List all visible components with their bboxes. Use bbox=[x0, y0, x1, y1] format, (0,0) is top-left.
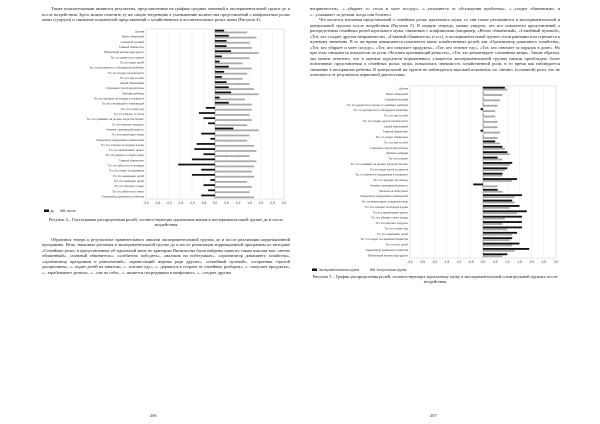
bar-series-1 bbox=[483, 188, 498, 190]
bar-series-2 bbox=[215, 114, 250, 116]
category-label: Тот, кто держится в стороне от семейных разборок bbox=[346, 103, 408, 107]
figure-5-chart bbox=[310, 82, 560, 274]
right-paragraph-1: неприятности», «...убирает со стола и моет посуду», «...уклоняется от обсуждения проблемы», «...уходит обиженным» и «...ухаживает за детьми, когда они болеют». bbox=[310, 6, 560, 17]
category-label: Тот, кто утешающий и помогающий bbox=[101, 102, 144, 106]
bar-series-2 bbox=[483, 212, 517, 214]
x-tick-label: 3,0 bbox=[553, 259, 559, 264]
bar-series-2 bbox=[215, 124, 247, 126]
bar-series-1 bbox=[473, 183, 483, 185]
x-tick-label: 1,5 bbox=[247, 200, 252, 205]
category-label: Семейный нулевой bbox=[384, 97, 408, 101]
bar-series-1 bbox=[215, 86, 229, 88]
category-label: Тот, кто готовит еду bbox=[120, 107, 144, 111]
bar-series-1 bbox=[481, 108, 483, 110]
category-label: Тот, кто утешает bbox=[388, 157, 408, 161]
bar-series-2 bbox=[483, 104, 498, 106]
category-label: Тот, кто следит за здоровьем bbox=[109, 169, 144, 173]
bar-series-2 bbox=[483, 153, 510, 155]
bar-series-1 bbox=[199, 112, 215, 114]
category-label: Тот, кто создает неприятности bbox=[107, 71, 144, 75]
bar-series-2 bbox=[483, 244, 512, 246]
bar-series-2 bbox=[215, 129, 259, 131]
bar-series-1 bbox=[483, 194, 522, 196]
category-label: Тот, кто ремонтирует вещи bbox=[111, 133, 144, 137]
bar-series-2 bbox=[215, 119, 252, 121]
figure-4-chart bbox=[42, 25, 290, 215]
bar-series-2 bbox=[483, 223, 502, 225]
category-label: Тот, кто наказывает детей bbox=[376, 232, 408, 236]
category-label: Сторонник строгой дисциплины bbox=[105, 86, 144, 90]
bar-series-1 bbox=[483, 178, 517, 180]
x-tick-label: -3,0 bbox=[143, 200, 149, 205]
bar-series-2 bbox=[483, 174, 502, 176]
left-paragraph-2: Обратимся теперь к результатам сравнительного анализа экспериментальной группы до и после реализации коррекционной программы. Итак, значимые различия в экспериментальной группе до и после реализации коррекционной программы по методике «Семейные роли» в представлениях об идеальной жене по критерию Вилкоксона были найдены нами по таким шкалам как: «вечно обиженный», «главный обвинитель», «хлебитель пободеть», «мальчик на побегушках», «организатор домашнего хозяйства», «организатор праздников и развлечений», «приносящий жертвы ради других», «семейный нулевой», «сторонник строгой дисциплины», «...водит детей на занятия», «...готовит еду», «...держится в стороне от семейных разборок», «...покупает продукты», «...зарабатывает деньги», «...сам по себе», «...является посредником в конфликте», «...создает другим bbox=[42, 236, 290, 275]
bar-series-2 bbox=[483, 163, 510, 165]
bar-series-2 bbox=[483, 201, 515, 203]
x-tick-label: -2,5 bbox=[419, 259, 425, 264]
bar-series-2 bbox=[483, 228, 507, 230]
bar-series-2 bbox=[215, 41, 250, 43]
legend-swatch bbox=[312, 268, 317, 271]
category-label: Тот, кто заботится о семье bbox=[112, 189, 144, 193]
bar-series-1 bbox=[483, 156, 498, 158]
bar-series-2 bbox=[215, 98, 245, 100]
bar-series-1 bbox=[483, 215, 522, 217]
legend-swatch bbox=[44, 209, 49, 212]
category-label: Шутник bbox=[135, 30, 144, 34]
bar-series-2 bbox=[215, 150, 256, 152]
bar-series-2 bbox=[483, 249, 515, 251]
bar-series-1 bbox=[215, 91, 231, 93]
bar-series-1 bbox=[201, 194, 215, 196]
category-label: Организатор праздников и развлечений bbox=[359, 194, 408, 198]
category-label: Тот, кто отвечает за порядок в доме bbox=[100, 143, 144, 147]
bar-series-2 bbox=[215, 77, 243, 79]
bar-series-2 bbox=[483, 94, 502, 96]
bar-series-2 bbox=[215, 134, 250, 136]
bar-series-1 bbox=[201, 168, 215, 170]
bar-series-1 bbox=[215, 45, 227, 47]
bar-series-1 bbox=[483, 205, 520, 207]
bar-series-2 bbox=[215, 88, 254, 90]
category-label: Человек, признающий резкость bbox=[106, 127, 144, 131]
bar-series-2 bbox=[483, 147, 505, 149]
left-paragraph-1: Также показательными являются результаты, представленные на графике средних значений в экспериментальной группе до и после воздействия. Здесь можно отметить ту же самую тенденцию к уменьшению количества представлений о конфликтных ролях жены (супруги) и снижение показателей представлений о хозяйственных и воспитательных ролях жены (Рисунок 4). bbox=[42, 6, 290, 22]
category-label: Приносящий жертвы ради других bbox=[103, 50, 144, 54]
bar-series-2 bbox=[215, 180, 247, 182]
x-tick-label: -2,0 bbox=[166, 200, 172, 205]
bar-series-1 bbox=[483, 199, 512, 201]
x-tick-label: -2,5 bbox=[154, 200, 161, 205]
bar-series-1 bbox=[483, 86, 505, 88]
bar-series-1 bbox=[215, 96, 220, 98]
category-label: Тот, кто зарабатывает деньги bbox=[372, 210, 408, 214]
category-label: Шутник bbox=[399, 87, 408, 91]
category-label: Тот, кто сам по себе bbox=[119, 76, 144, 80]
figure-4 bbox=[42, 25, 290, 215]
category-label: Самый обвиняемый bbox=[119, 81, 144, 85]
x-tick-label: -0,5 bbox=[468, 259, 474, 264]
bar-series-2 bbox=[215, 36, 256, 38]
bar-series-2 bbox=[483, 158, 502, 160]
category-label: Тот, кто создает другим неприятности bbox=[362, 119, 408, 123]
bar-series-2 bbox=[215, 191, 250, 193]
bar-series-2 bbox=[483, 99, 500, 101]
bar-series-2 bbox=[483, 88, 507, 90]
category-label: Самый обвиняемый bbox=[383, 124, 408, 128]
bar-series-2 bbox=[483, 255, 502, 257]
category-label: Тот, кто отвечает за порядок в доме bbox=[364, 205, 408, 209]
legend-swatch bbox=[370, 268, 375, 271]
category-label: Тот, кто приходит на помощь bbox=[373, 178, 408, 182]
category-label: Тот, кто уклоняется от обсуждения проблемы bbox=[353, 108, 408, 112]
category-label: Тот, кто ухаживает за детьми, когда они болеют bbox=[86, 117, 144, 121]
bar-series-1 bbox=[215, 60, 220, 62]
category-label: Тот, кто является посредником в конфликте bbox=[355, 173, 408, 177]
x-tick-label: -1,0 bbox=[189, 200, 195, 205]
bar-series-1 bbox=[208, 189, 215, 191]
x-tick-label: 1,0 bbox=[505, 259, 510, 264]
category-label: Тот, кто сам по себе bbox=[383, 140, 408, 144]
legend-label: Экспериментальная группа bbox=[318, 267, 360, 272]
bar-series-1 bbox=[215, 70, 224, 72]
bar-series-1 bbox=[483, 248, 529, 250]
x-tick-label: 2,0 bbox=[529, 259, 534, 264]
bar-series-2 bbox=[215, 47, 252, 49]
figure-5 bbox=[310, 82, 560, 274]
category-label: Тот, кто уклоняется от обсуждения проблемы bbox=[89, 66, 144, 70]
bar-series-1 bbox=[204, 184, 216, 186]
category-label: Организатор праздников и развлечений bbox=[95, 138, 144, 142]
category-label: Тот, кто учит детей bbox=[385, 243, 408, 247]
figure-5-caption: Рисунок 5 – График распределения ролей, соответствующих идеальному мужу в экспериментальной и контрольной группах после воздействия bbox=[312, 273, 558, 284]
category-label: Тот, кто убирает со стола bbox=[113, 112, 144, 116]
bar-series-1 bbox=[197, 143, 215, 145]
bar-series-2 bbox=[215, 170, 252, 172]
x-tick-label: 3,0 bbox=[281, 200, 287, 205]
legend-label: после bbox=[66, 208, 76, 213]
category-label: Семейный нулевой bbox=[120, 40, 144, 44]
x-tick-label: -3,0 bbox=[407, 259, 413, 264]
bar-series-2 bbox=[483, 196, 515, 198]
category-label: Приносящий жертвы ради других bbox=[367, 253, 408, 257]
bar-series-1 bbox=[483, 237, 512, 239]
bar-series-1 bbox=[206, 106, 215, 108]
x-tick-label: 1,5 bbox=[517, 259, 522, 264]
bar-series-1 bbox=[215, 76, 222, 78]
x-tick-label: 0,5 bbox=[492, 259, 498, 264]
figure-4-caption: Рисунок 4 – Гистограмма распределения ролей, соответствующих идеальным женам в экспериментальной группе до и после воздействия bbox=[48, 216, 284, 227]
bar-series-2 bbox=[215, 62, 243, 64]
bar-series-2 bbox=[215, 108, 252, 110]
bar-series-2 bbox=[483, 131, 500, 133]
category-label: Тот, кто убирает и моет посуду bbox=[371, 216, 408, 220]
bar-series-2 bbox=[483, 180, 512, 182]
page-number-left: 206 bbox=[150, 413, 157, 418]
legend-label: до bbox=[50, 208, 55, 213]
x-tick-label: 0,0 bbox=[480, 259, 486, 264]
x-tick-label: -2,0 bbox=[431, 259, 438, 264]
bar-series-1 bbox=[215, 34, 229, 36]
x-tick-label: -1,0 bbox=[455, 259, 462, 264]
bar-series-2 bbox=[483, 190, 502, 192]
bar-series-1 bbox=[204, 153, 216, 155]
x-tick-label: 1,0 bbox=[235, 200, 241, 205]
bar-series-2 bbox=[215, 144, 254, 146]
category-label: Тот, кто ухаживает за детьми, когда они болеют bbox=[350, 162, 408, 166]
category-label: Мальчик на побегушках bbox=[379, 189, 408, 193]
bar-series-2 bbox=[483, 185, 498, 187]
bar-series-2 bbox=[483, 126, 498, 128]
bar-series-2 bbox=[215, 175, 254, 177]
bar-series-1 bbox=[483, 162, 512, 164]
category-label: Сторонник строгой дисциплины bbox=[369, 146, 408, 150]
category-label: Главный обвинитель bbox=[118, 45, 144, 49]
category-label: Тот, кто держится в стороне bbox=[110, 55, 144, 59]
x-tick-label: 2,0 bbox=[258, 200, 264, 205]
bar-series-1 bbox=[192, 158, 215, 160]
bar-series-2 bbox=[215, 165, 254, 167]
category-label: Тот, кто ремонтирует сломанные вещи bbox=[361, 200, 408, 204]
bar-series-1 bbox=[483, 231, 517, 233]
bar-series-1 bbox=[201, 132, 215, 134]
category-label: Человек, признающий резкость bbox=[370, 183, 408, 187]
category-label: Тот, кто водит детей bbox=[119, 60, 144, 64]
bar-series-1 bbox=[215, 40, 227, 42]
bar-series-2 bbox=[215, 83, 250, 85]
bar-series-1 bbox=[481, 129, 483, 131]
bar-series-1 bbox=[215, 29, 224, 31]
category-label: Тот, кто покупает продукты bbox=[111, 122, 144, 126]
bar-series-1 bbox=[210, 137, 215, 139]
bar-series-1 bbox=[483, 167, 507, 169]
category-label: Тот, кто заботится о питомцах bbox=[108, 164, 144, 168]
category-label: Вечно обиженный bbox=[122, 35, 144, 39]
bar-series-1 bbox=[483, 253, 507, 255]
bar-series-2 bbox=[215, 139, 247, 141]
bar-series-1 bbox=[194, 148, 215, 150]
bar-series-2 bbox=[215, 52, 259, 54]
bar-series-1 bbox=[215, 50, 231, 52]
category-label: Главный обвинитель bbox=[382, 130, 408, 134]
category-label: Главный обвинитель bbox=[118, 158, 144, 162]
bar-series-1 bbox=[215, 55, 222, 57]
category-label: Любимец ребенка bbox=[122, 91, 144, 95]
bar-series-1 bbox=[215, 65, 229, 67]
category-label: Тот, кто следит за семейным бюджетом bbox=[360, 237, 408, 241]
category-label: Тот, кто сам по себе bbox=[383, 114, 408, 118]
bar-series-2 bbox=[483, 115, 495, 117]
bar-series-2 bbox=[483, 233, 512, 235]
category-label: Тот, кто зарабатывает деньги bbox=[108, 148, 144, 152]
bar-series-2 bbox=[483, 217, 505, 219]
category-label: Тот, кто готовит еду bbox=[384, 226, 408, 230]
bar-series-1 bbox=[483, 210, 527, 212]
category-label: Тот, кто водит детей на занятия bbox=[370, 167, 408, 171]
bar-series-2 bbox=[215, 186, 252, 188]
bar-series-2 bbox=[215, 196, 254, 198]
category-label: Тот, кто приходит на помощь в конфликте bbox=[93, 97, 144, 101]
category-label: Тот, кто уходит обиженным bbox=[375, 135, 408, 139]
bar-series-1 bbox=[215, 127, 233, 129]
bar-series-2 bbox=[215, 93, 259, 95]
x-tick-label: 0,0 bbox=[212, 200, 218, 205]
legend-label: Контрольная группа bbox=[376, 267, 407, 272]
x-tick-label: 0,5 bbox=[224, 200, 229, 205]
bar-series-2 bbox=[215, 57, 250, 59]
bar-series-2 bbox=[215, 67, 252, 69]
bar-series-1 bbox=[483, 151, 507, 153]
category-label: Организатор домашнего хозяйства bbox=[101, 194, 144, 198]
category-label: Тот, кто убирает и стирает вещи bbox=[105, 153, 144, 157]
bar-series-2 bbox=[483, 239, 510, 241]
category-label: Любимец ребенка bbox=[386, 151, 408, 155]
right-page bbox=[300, 0, 600, 424]
category-label: Тот, кто наказывает детей bbox=[112, 174, 144, 178]
legend-swatch bbox=[60, 209, 65, 212]
category-label: Тот, кто приходит поздно bbox=[114, 184, 144, 188]
bar-series-2 bbox=[483, 142, 500, 144]
x-tick-label: -1,5 bbox=[443, 259, 450, 264]
bar-series-1 bbox=[204, 117, 216, 119]
category-label: Вечно обиженный bbox=[386, 92, 408, 96]
category-label: Тот, кто покупает продукты bbox=[375, 221, 408, 225]
bar-series-2 bbox=[215, 160, 256, 162]
bar-series-1 bbox=[215, 81, 227, 83]
category-label: Тот, кто прибирает детей bbox=[114, 179, 144, 183]
x-tick-label: -0,5 bbox=[200, 200, 207, 205]
bar-series-1 bbox=[210, 179, 215, 181]
page-number-right: 207 bbox=[430, 413, 437, 418]
bar-series-1 bbox=[178, 163, 215, 165]
bar-series-2 bbox=[483, 206, 510, 208]
bar-series-2 bbox=[483, 169, 505, 171]
bar-series-1 bbox=[483, 226, 522, 228]
bar-series-2 bbox=[215, 155, 250, 157]
bar-series-2 bbox=[483, 110, 495, 112]
bar-series-1 bbox=[483, 221, 522, 223]
right-paragraph-2: Что касается изучения представлений о семейных ролях идеального мужа, то они также различаются в экспериментальной и контрольной группах после воздействия (Рисунок 5). В первую очередь, можно увидеть, что все показатели представлений о распределении семейных ролей идеального мужа, связанных с конфликтами (например, «Вечно обиженный», «Семейный нулевой», «Тот, кто создает другим неприятности», «Главный обвинитель» и т.п.), в экспериментальной группе стали равными или стремятся к нулевому значению. В то же время повышаются показатели таких хозяйственных ролей, как «Организатор домашнего хозяйства», «Тот, кто убирает и моет посуду», «Тот, кто покупает продукты», «Тот, кто готовит еду», «Тот, кто отвечает за порядок в доме». Но при этом снижаются показатели по роли «Человек признающий резкость», «Тот, кто ремонтирует сломанные вещи». Таким образом, мы можем отметить, что в оценках курсантов нормативного учащегося экспериментальной группы начали преобладать более позитивные представления о семейных ролях мужа, повысилась значимость хозяйственной роли, в то время как наблюдается снижение в восприятии ребенка. В контрольной же группе не наблюдается высокий показатель по «вечно» (основной) роли, что не отличается от результатов первичной диагностики. bbox=[310, 17, 560, 77]
bar-series-1 bbox=[483, 140, 495, 142]
category-label: Организатор домашнего хозяйства bbox=[365, 248, 408, 252]
bar-series-1 bbox=[192, 173, 215, 175]
bar-series-1 bbox=[483, 242, 520, 244]
bar-series-2 bbox=[483, 137, 498, 139]
bar-series-1 bbox=[483, 172, 502, 174]
x-tick-label: 2,5 bbox=[541, 259, 547, 264]
bar-series-2 bbox=[483, 120, 498, 122]
bar-series-1 bbox=[208, 122, 215, 124]
bar-series-2 bbox=[215, 72, 247, 74]
bar-series-2 bbox=[215, 103, 252, 105]
bar-series-1 bbox=[215, 101, 229, 103]
x-tick-label: 2,5 bbox=[270, 200, 275, 205]
x-tick-label: -1,5 bbox=[177, 200, 184, 205]
bar-series-1 bbox=[483, 145, 502, 147]
bar-series-2 bbox=[215, 31, 247, 33]
